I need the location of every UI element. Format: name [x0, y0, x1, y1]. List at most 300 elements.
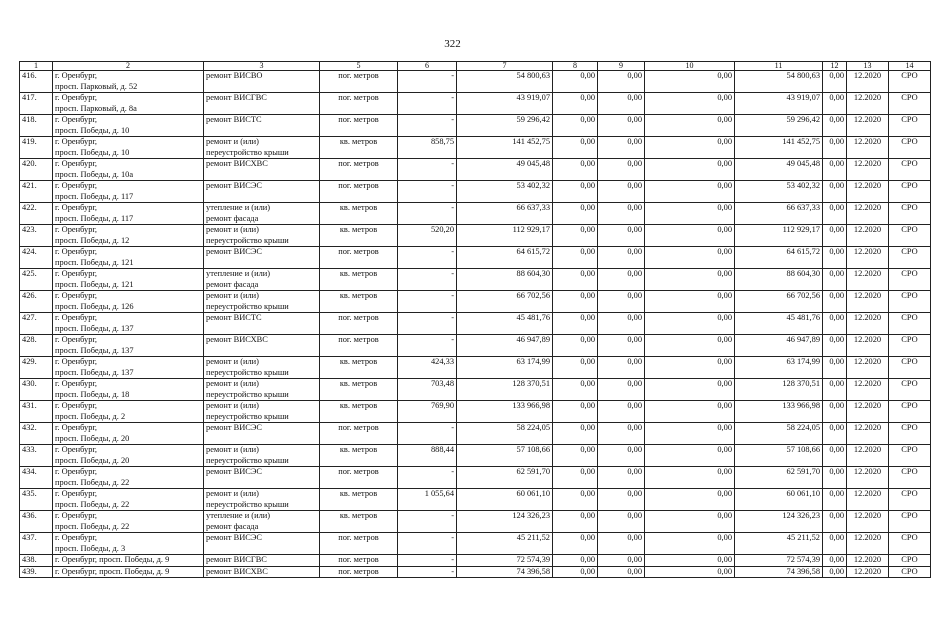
quantity-cell-text: - [451, 115, 454, 124]
col12-cell-text: 0,00 [829, 335, 844, 344]
work-type-cell [204, 467, 320, 489]
quantity-cell [398, 511, 457, 533]
col9-cell [598, 533, 645, 555]
col8-cell [553, 511, 598, 533]
address-cell-text: просп. Победы, д. 2 [55, 411, 126, 421]
work-type-cell-text: переустройство крыши [206, 455, 289, 465]
col11-cell-text: 74 396,58 [786, 566, 820, 576]
row-number-text: 420. [22, 159, 37, 168]
col9-cell-text: 0,00 [627, 533, 642, 542]
quantity-cell-text: 1 055,64 [424, 489, 454, 498]
date-cell-text: 12.2020 [853, 93, 882, 102]
address-cell-text: просп. Победы, д. 12 [55, 235, 130, 245]
col11-cell [735, 269, 823, 291]
date-cell-text: 12.2020 [853, 335, 882, 344]
work-type-cell [204, 269, 320, 291]
work-type-cell-text: переустройство крыши [206, 411, 289, 421]
col11-cell-text: 46 947,89 [786, 335, 820, 344]
date-cell-text: 12.2020 [853, 511, 882, 520]
cost-cell-text: 64 615,72 [516, 247, 550, 256]
col8-cell-text: 0,00 [580, 489, 595, 498]
date-cell [847, 379, 889, 401]
col10-cell-text: 0,00 [717, 335, 732, 344]
column-header-7: 7 [457, 62, 553, 71]
address-cell [53, 511, 204, 533]
work-type-cell-text: ремонт ВИСЭС [206, 467, 262, 476]
col9-cell [598, 225, 645, 247]
unit-cell-text: пог. метров [338, 159, 379, 168]
col8-cell [553, 401, 598, 423]
address-cell-text: г. Оренбург, [55, 423, 98, 432]
cost-cell-text: 88 604,30 [516, 269, 550, 278]
col9-cell-text: 0,00 [627, 335, 642, 344]
col9-cell [598, 115, 645, 137]
source-cell [889, 115, 931, 137]
unit-cell [320, 225, 398, 247]
row-number [20, 93, 53, 115]
cost-cell [457, 269, 553, 291]
cost-cell [457, 445, 553, 467]
work-type-cell [204, 566, 320, 578]
row-number [20, 269, 53, 291]
col9-cell [598, 489, 645, 511]
date-cell [847, 115, 889, 137]
date-cell-text: 12.2020 [853, 555, 882, 564]
work-type-cell-text: ремонт и (или) [206, 401, 259, 410]
col8-cell [553, 115, 598, 137]
cost-cell [457, 93, 553, 115]
work-type-cell [204, 401, 320, 423]
repair-schedule-table [19, 61, 931, 578]
work-type-cell-text: ремонт ВИСГВС [206, 555, 267, 564]
col8-cell [553, 555, 598, 567]
column-header-10: 10 [645, 62, 735, 71]
work-type-cell-text: переустройство крыши [206, 235, 289, 245]
source-cell-text: СРО [901, 137, 918, 146]
address-cell [53, 423, 204, 445]
col11-cell-text: 72 574,39 [786, 555, 820, 564]
quantity-cell [398, 225, 457, 247]
row-number [20, 467, 53, 489]
table-row [20, 445, 931, 467]
col9-cell [598, 181, 645, 203]
unit-cell-text: кв. метров [339, 357, 378, 366]
source-cell [889, 225, 931, 247]
quantity-cell [398, 445, 457, 467]
col9-cell [598, 313, 645, 335]
page-number: 322 [444, 38, 461, 50]
col11-cell-text: 124 326,23 [782, 511, 820, 520]
col8-cell [553, 423, 598, 445]
col10-cell [645, 291, 735, 313]
source-cell [889, 335, 931, 357]
unit-cell [320, 401, 398, 423]
unit-cell-text: пог. метров [338, 555, 379, 564]
cost-cell [457, 71, 553, 93]
quantity-cell-text: - [451, 533, 454, 542]
source-cell [889, 269, 931, 291]
col12-cell [823, 357, 847, 379]
source-cell [889, 137, 931, 159]
cost-cell [457, 511, 553, 533]
address-cell-text: г. Оренбург, просп. Победы, д. 9 [55, 566, 170, 576]
source-cell-text: СРО [901, 445, 918, 454]
date-cell-text: 12.2020 [853, 379, 882, 388]
row-number-text: 418. [22, 115, 37, 124]
quantity-cell-text: 769,90 [430, 401, 454, 410]
date-cell-text: 12.2020 [853, 291, 882, 300]
cost-cell-text: 60 061,10 [516, 489, 550, 498]
col11-cell [735, 93, 823, 115]
col9-cell [598, 291, 645, 313]
col8-cell [553, 159, 598, 181]
table-row [20, 71, 931, 93]
column-header-8: 8 [553, 62, 598, 71]
col10-cell [645, 555, 735, 567]
col9-cell-text: 0,00 [627, 555, 642, 564]
cost-cell [457, 555, 553, 567]
cost-cell-text: 128 370,51 [512, 379, 550, 388]
col12-cell [823, 291, 847, 313]
col10-cell-text: 0,00 [717, 291, 732, 300]
cost-cell-text: 66 702,56 [516, 291, 550, 300]
quantity-cell-text: 424,33 [430, 357, 454, 366]
work-type-cell [204, 247, 320, 269]
work-type-cell-text: ремонт ВИСЭС [206, 247, 262, 256]
row-number-text: 416. [22, 71, 37, 80]
address-cell-text: просп. Победы, д. 22 [55, 521, 130, 531]
work-type-cell-text: ремонт ВИСЭС [206, 533, 262, 542]
col8-cell-text: 0,00 [580, 379, 595, 388]
row-number-text: 430. [22, 379, 37, 388]
col12-cell [823, 555, 847, 567]
col12-cell [823, 93, 847, 115]
table-row [20, 313, 931, 335]
column-header-1: 1 [20, 62, 53, 71]
col12-cell-text: 0,00 [829, 247, 844, 256]
address-cell [53, 71, 204, 93]
address-cell [53, 93, 204, 115]
work-type-cell-text: переустройство крыши [206, 367, 289, 377]
col11-cell [735, 313, 823, 335]
work-type-cell-text: утепление и (или) [206, 203, 271, 212]
work-type-cell [204, 555, 320, 567]
address-cell-text: просп. Победы, д. 137 [55, 345, 134, 355]
quantity-cell [398, 335, 457, 357]
address-cell-text: просп. Победы, д. 22 [55, 499, 130, 509]
work-type-cell [204, 291, 320, 313]
work-type-cell-text: ремонт ВИСХВС [206, 159, 268, 168]
address-cell-text: г. Оренбург, [55, 467, 98, 476]
date-cell [847, 225, 889, 247]
address-cell-text: просп. Победы, д. 3 [55, 543, 126, 553]
date-cell-text: 12.2020 [853, 423, 882, 432]
address-cell-text: г. Оренбург, [55, 445, 98, 454]
address-cell-text: г. Оренбург, просп. Победы, д. 9 [55, 555, 170, 564]
col9-cell-text: 0,00 [627, 159, 642, 168]
cost-cell [457, 137, 553, 159]
col12-cell-text: 0,00 [829, 115, 844, 124]
col12-cell-text: 0,00 [829, 269, 844, 278]
source-cell [889, 71, 931, 93]
source-cell [889, 291, 931, 313]
date-cell [847, 247, 889, 269]
col12-cell-text: 0,00 [829, 313, 844, 322]
source-cell-text: СРО [901, 511, 918, 520]
row-number-text: 424. [22, 247, 37, 256]
table-row [20, 93, 931, 115]
cost-cell [457, 203, 553, 225]
col11-cell [735, 566, 823, 578]
quantity-cell-text: - [451, 566, 454, 576]
col12-cell [823, 566, 847, 578]
address-cell [53, 181, 204, 203]
col11-cell [735, 533, 823, 555]
address-cell [53, 159, 204, 181]
col11-cell [735, 555, 823, 567]
table-row [20, 489, 931, 511]
unit-cell [320, 291, 398, 313]
table-row [20, 401, 931, 423]
col11-cell-text: 128 370,51 [782, 379, 820, 388]
table-row [20, 423, 931, 445]
address-cell-text: г. Оренбург, [55, 181, 98, 190]
col10-cell-text: 0,00 [717, 269, 732, 278]
address-cell-text: г. Оренбург, [55, 313, 98, 322]
col10-cell [645, 93, 735, 115]
row-number-text: 436. [22, 511, 37, 520]
col11-cell [735, 445, 823, 467]
col8-cell-text: 0,00 [580, 203, 595, 212]
col10-cell [645, 225, 735, 247]
quantity-cell [398, 291, 457, 313]
source-cell [889, 566, 931, 578]
address-cell-text: г. Оренбург, [55, 401, 98, 410]
unit-cell [320, 566, 398, 578]
column-header-3: 3 [204, 62, 320, 71]
date-cell [847, 566, 889, 578]
table-row [20, 247, 931, 269]
quantity-cell-text: - [451, 511, 454, 520]
row-number-text: 421. [22, 181, 37, 190]
col8-cell [553, 137, 598, 159]
quantity-cell-text: - [451, 555, 454, 564]
col8-cell-text: 0,00 [580, 401, 595, 410]
date-cell-text: 12.2020 [853, 137, 882, 146]
cost-cell-text: 49 045,48 [516, 159, 550, 168]
col10-cell-text: 0,00 [717, 423, 732, 432]
row-number-text: 435. [22, 489, 37, 498]
col9-cell-text: 0,00 [627, 379, 642, 388]
row-number [20, 379, 53, 401]
address-cell-text: г. Оренбург, [55, 247, 98, 256]
col12-cell-text: 0,00 [829, 533, 844, 542]
date-cell [847, 269, 889, 291]
unit-cell-text: кв. метров [339, 291, 378, 300]
work-type-cell [204, 115, 320, 137]
work-type-cell [204, 533, 320, 555]
address-cell-text: просп. Победы, д. 22 [55, 477, 130, 487]
date-cell [847, 489, 889, 511]
work-type-cell-text: утепление и (или) [206, 511, 271, 520]
col11-cell [735, 357, 823, 379]
work-type-cell-text: ремонт фасада [206, 279, 259, 289]
address-cell-text: просп. Победы, д. 137 [55, 323, 134, 333]
row-number-text: 428. [22, 335, 37, 344]
col9-cell-text: 0,00 [627, 93, 642, 102]
cost-cell-text: 46 947,89 [516, 335, 550, 344]
col12-cell-text: 0,00 [829, 291, 844, 300]
quantity-cell [398, 247, 457, 269]
col9-cell-text: 0,00 [627, 357, 642, 366]
address-cell [53, 357, 204, 379]
address-cell [53, 533, 204, 555]
quantity-cell [398, 203, 457, 225]
address-cell [53, 445, 204, 467]
work-type-cell [204, 181, 320, 203]
work-type-cell [204, 225, 320, 247]
row-number-text: 419. [22, 137, 37, 146]
row-number [20, 137, 53, 159]
column-header-6: 6 [398, 62, 457, 71]
col9-cell-text: 0,00 [627, 313, 642, 322]
cost-cell [457, 247, 553, 269]
col10-cell-text: 0,00 [717, 203, 732, 212]
quantity-cell-text: - [451, 203, 454, 212]
date-cell-text: 12.2020 [853, 566, 882, 576]
col11-cell-text: 53 402,32 [786, 181, 820, 190]
col10-cell-text: 0,00 [717, 379, 732, 388]
col10-cell [645, 159, 735, 181]
col9-cell [598, 555, 645, 567]
col10-cell-text: 0,00 [717, 555, 732, 564]
unit-cell [320, 555, 398, 567]
address-cell-text: г. Оренбург, [55, 533, 98, 542]
col11-cell [735, 225, 823, 247]
date-cell [847, 313, 889, 335]
col9-cell [598, 445, 645, 467]
table-row [20, 555, 931, 567]
col10-cell [645, 511, 735, 533]
quantity-cell-text: 858,75 [430, 137, 454, 146]
quantity-cell-text: - [451, 313, 454, 322]
col12-cell-text: 0,00 [829, 225, 844, 234]
col10-cell [645, 445, 735, 467]
col11-cell [735, 335, 823, 357]
col10-cell [645, 181, 735, 203]
column-header-9: 9 [598, 62, 645, 71]
row-number [20, 225, 53, 247]
address-cell-text: просп. Победы, д. 117 [55, 191, 134, 201]
col9-cell-text: 0,00 [627, 115, 642, 124]
unit-cell [320, 533, 398, 555]
col11-cell-text: 58 224,05 [786, 423, 820, 432]
unit-cell [320, 203, 398, 225]
col11-cell [735, 291, 823, 313]
cost-cell-text: 133 966,98 [512, 401, 550, 410]
address-cell-text: г. Оренбург, [55, 357, 98, 366]
unit-cell-text: пог. метров [338, 467, 379, 476]
row-number-text: 431. [22, 401, 37, 410]
col12-cell-text: 0,00 [829, 379, 844, 388]
source-cell-text: СРО [901, 357, 918, 366]
col11-cell-text: 43 919,07 [786, 93, 820, 102]
work-type-cell-text: ремонт и (или) [206, 357, 259, 366]
row-number-text: 417. [22, 93, 37, 102]
row-number [20, 203, 53, 225]
row-number-text: 432. [22, 423, 37, 432]
source-cell-text: СРО [901, 71, 918, 80]
cost-cell-text: 63 174,99 [516, 357, 550, 366]
col10-cell-text: 0,00 [717, 159, 732, 168]
work-type-cell [204, 489, 320, 511]
work-type-cell [204, 335, 320, 357]
cost-cell [457, 313, 553, 335]
address-cell [53, 313, 204, 335]
col12-cell-text: 0,00 [829, 423, 844, 432]
col11-cell-text: 66 637,33 [786, 203, 820, 212]
work-type-cell-text: ремонт ВИСЭС [206, 423, 262, 432]
table-row [20, 533, 931, 555]
date-cell-text: 12.2020 [853, 71, 882, 80]
col10-cell-text: 0,00 [717, 181, 732, 190]
address-cell [53, 291, 204, 313]
col9-cell [598, 467, 645, 489]
col9-cell [598, 159, 645, 181]
col9-cell-text: 0,00 [627, 511, 642, 520]
address-cell-text: г. Оренбург, [55, 379, 98, 388]
table-row [20, 159, 931, 181]
address-cell-text: просп. Победы, д. 121 [55, 257, 134, 267]
unit-cell [320, 423, 398, 445]
source-cell [889, 93, 931, 115]
cost-cell-text: 59 296,42 [516, 115, 550, 124]
column-number-row [20, 62, 931, 71]
col9-cell [598, 379, 645, 401]
unit-cell-text: кв. метров [339, 401, 378, 410]
date-cell [847, 71, 889, 93]
quantity-cell [398, 357, 457, 379]
address-cell-text: г. Оренбург, [55, 291, 98, 300]
date-cell-text: 12.2020 [853, 533, 882, 542]
col8-cell [553, 93, 598, 115]
quantity-cell [398, 159, 457, 181]
col11-cell-text: 66 702,56 [786, 291, 820, 300]
address-cell-text: г. Оренбург, [55, 225, 98, 234]
date-cell [847, 533, 889, 555]
col11-cell [735, 159, 823, 181]
col12-cell-text: 0,00 [829, 511, 844, 520]
col8-cell [553, 269, 598, 291]
cost-cell [457, 159, 553, 181]
col9-cell-text: 0,00 [627, 181, 642, 190]
cost-cell [457, 566, 553, 578]
cost-cell-text: 53 402,32 [516, 181, 550, 190]
work-type-cell-text: ремонт ВИСХВС [206, 566, 268, 576]
source-cell [889, 533, 931, 555]
col11-cell [735, 137, 823, 159]
cost-cell [457, 467, 553, 489]
work-type-cell-text: ремонт ВИСГВС [206, 93, 267, 102]
table-row [20, 335, 931, 357]
address-cell-text: г. Оренбург, [55, 269, 98, 278]
work-type-cell-text: переустройство крыши [206, 389, 289, 399]
date-cell-text: 12.2020 [853, 181, 882, 190]
col8-cell [553, 335, 598, 357]
address-cell-text: г. Оренбург, [55, 489, 98, 498]
unit-cell-text: кв. метров [339, 269, 378, 278]
col8-cell-text: 0,00 [580, 291, 595, 300]
